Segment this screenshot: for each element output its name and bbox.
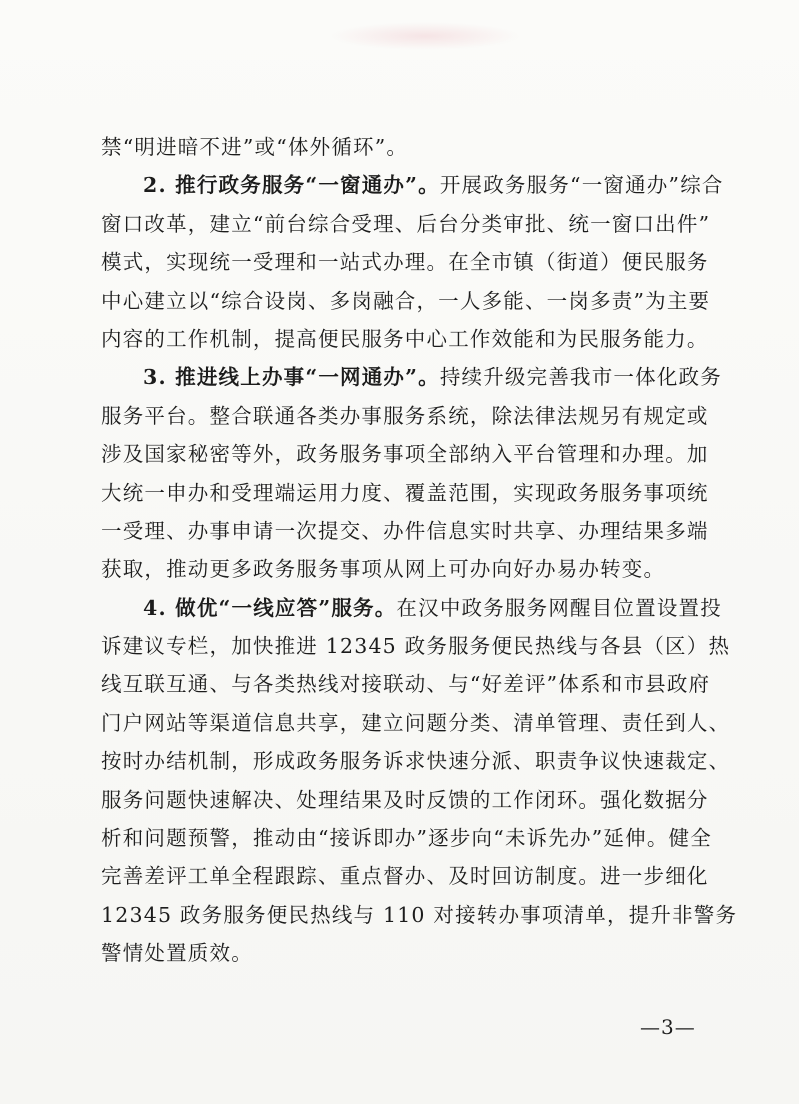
ink-bleed-mark: [330, 22, 520, 50]
text-line: 门户网站等渠道信息共享，建立问题分类、清单管理、责任到人、: [101, 710, 731, 735]
text-line: 4. 做优“一线应答”服务。在汉中政务服务网醒目位置设置投: [143, 595, 722, 620]
text-line: 服务问题快速解决、处理结果及时反馈的工作闭环。强化数据分: [101, 787, 709, 812]
page-number: —3—: [640, 1015, 696, 1039]
text-line: 3. 推进线上办事“一网通办”。持续升级完善我市一体化政务: [143, 365, 722, 390]
text-line: 析和问题预警，推动由“接诉即办”逐步向“未诉先办”延伸。健全: [101, 826, 712, 851]
text-line: 禁“明进暗不进”或“体外循环”。: [101, 135, 409, 159]
text-line: 服务平台。整合联通各类办事服务系统，除法律法规另有规定或: [101, 403, 709, 428]
text-line: 12345 政务服务便民热线与 110 对接转办事项清单，提升非警务: [101, 902, 738, 927]
text-line: 涉及国家秘密等外，政务服务事项全部纳入平台管理和办理。加: [101, 442, 709, 467]
text-line: 诉建议专栏，加快推进 12345 政务服务便民热线与各县（区）热: [101, 634, 731, 659]
text-line: 获取，推动更多政务服务事项从网上可办向好办易办转变。: [101, 557, 666, 582]
text-line: 警情处置质效。: [101, 941, 253, 966]
section-heading: 3. 推进线上办事“一网通办”。: [143, 365, 440, 390]
text-line: 2. 推行政务服务“一窗通办”。开展政务服务“一窗通办”综合: [143, 173, 724, 198]
text-line: 大统一申办和受理端运用力度、覆盖范围，实现政务服务事项统: [101, 480, 709, 505]
text-line: 完善差评工单全程跟踪、重点督办、及时回访制度。进一步细化: [101, 864, 709, 889]
section-heading: 2. 推行政务服务“一窗通办”。: [143, 173, 440, 198]
text-line: 窗口改革，建立“前台综合受理、后台分类审批、统一窗口出件”: [101, 211, 711, 236]
text-line: 模式，实现统一受理和一站式办理。在全市镇（街道）便民服务: [101, 250, 709, 275]
section-heading: 4. 做优“一线应答”服务。: [143, 595, 397, 620]
text-line: 一受理、办事申请一次提交、办件信息实时共享、办理结果多端: [101, 518, 709, 543]
text-line: 按时办结机制，形成政务服务诉求快速分派、职责争议快速裁定、: [101, 749, 731, 774]
text-line: 线互联互通、与各类热线对接联动、与“好差评”体系和市县政府: [101, 672, 711, 697]
text-line: 内容的工作机制，提高便民服务中心工作效能和为民服务能力。: [101, 326, 709, 351]
text-line: 中心建立以“综合设岗、多岗融合，一人多能、一岗多责”为主要: [101, 288, 711, 313]
body-text: [101, 128, 738, 973]
